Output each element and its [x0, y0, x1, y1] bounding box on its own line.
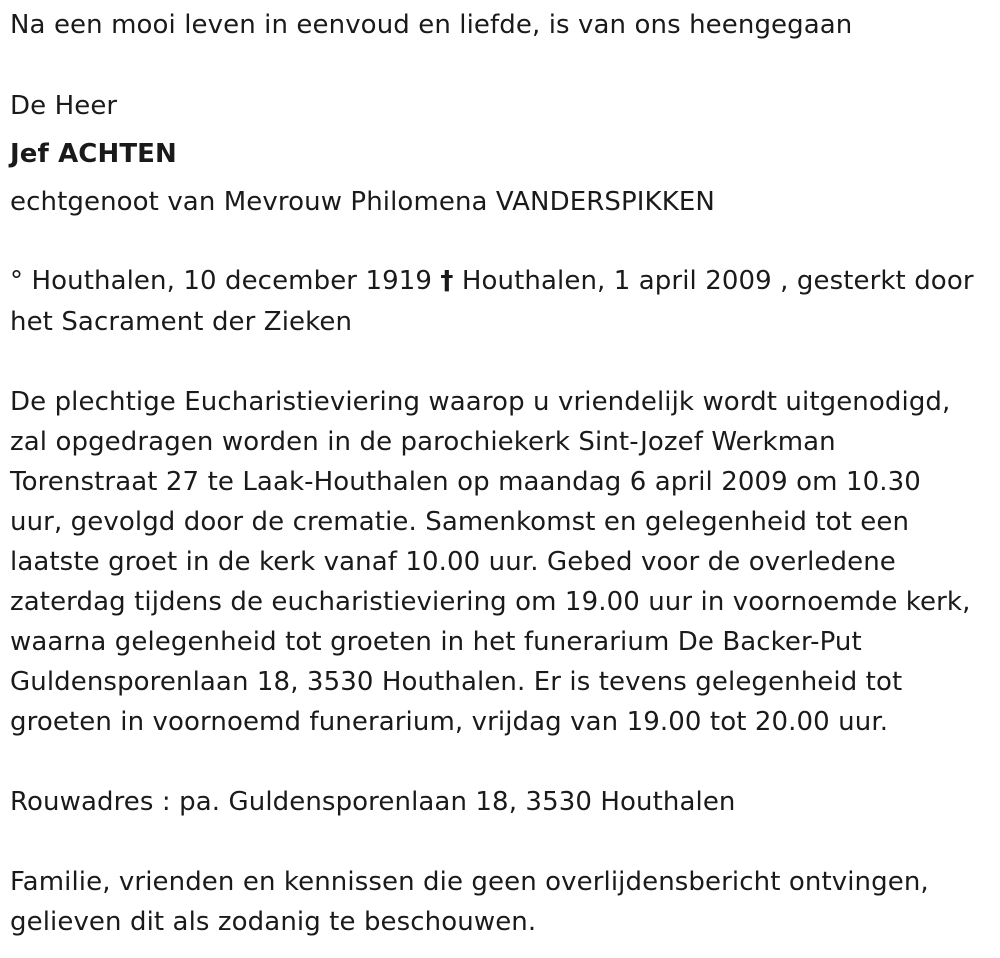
- closing-line: Familie, vrienden en kennissen die geen overlijdensbericht ontvingen,: [10, 867, 929, 897]
- salutation: De Heer: [10, 91, 118, 121]
- birth-death-line: [10, 268, 974, 294]
- ceremony-line: De plechtige Eucharistieviering waarop u vriendelijk wordt uitgenodigd,: [10, 387, 951, 417]
- cross-icon: †: [440, 266, 454, 296]
- mourning-address: Rouwadres : pa. Guldensporenlaan 18, 3530 Houthalen: [10, 787, 736, 817]
- birth-text: ° Houthalen, 10 december 1919: [10, 266, 433, 296]
- ceremony-line: zal opgedragen worden in de parochiekerk Sint-Jozef Werkman: [10, 427, 836, 457]
- ceremony-line: uur, gevolgd door de crematie. Samenkomst en gelegenheid tot een: [10, 507, 910, 537]
- death-text: Houthalen, 1 april 2009 , gesterkt door: [461, 266, 974, 296]
- spouse-line: echtgenoot van Mevrouw Philomena VANDERSPIKKEN: [10, 187, 715, 217]
- ceremony-line: waarna gelegenheid tot groeten in het funerarium De Backer-Put: [10, 627, 862, 657]
- ceremony-line: Guldensporenlaan 18, 3530 Houthalen. Er is tevens gelegenheid tot: [10, 667, 903, 697]
- ceremony-line: laatste groet in de kerk vanaf 10.00 uur. Gebed voor de overledene: [10, 547, 896, 577]
- ceremony-line: Torenstraat 27 te Laak-Houthalen op maandag 6 april 2009 om 10.30: [10, 467, 921, 497]
- ceremony-line: groeten in voornoemd funerarium, vrijdag van 19.00 tot 20.00 uur.: [10, 707, 889, 737]
- opening-text: Na een mooi leven in eenvoud en liefde, is van ons heengegaan: [10, 10, 853, 40]
- ceremony-line: zaterdag tijdens de eucharistieviering om 19.00 uur in voornoemde kerk,: [10, 587, 971, 617]
- deceased-name: Jef ACHTEN: [10, 139, 177, 169]
- death-continuation: het Sacrament der Zieken: [10, 307, 353, 337]
- closing-line: gelieven dit als zodanig te beschouwen.: [10, 907, 537, 937]
